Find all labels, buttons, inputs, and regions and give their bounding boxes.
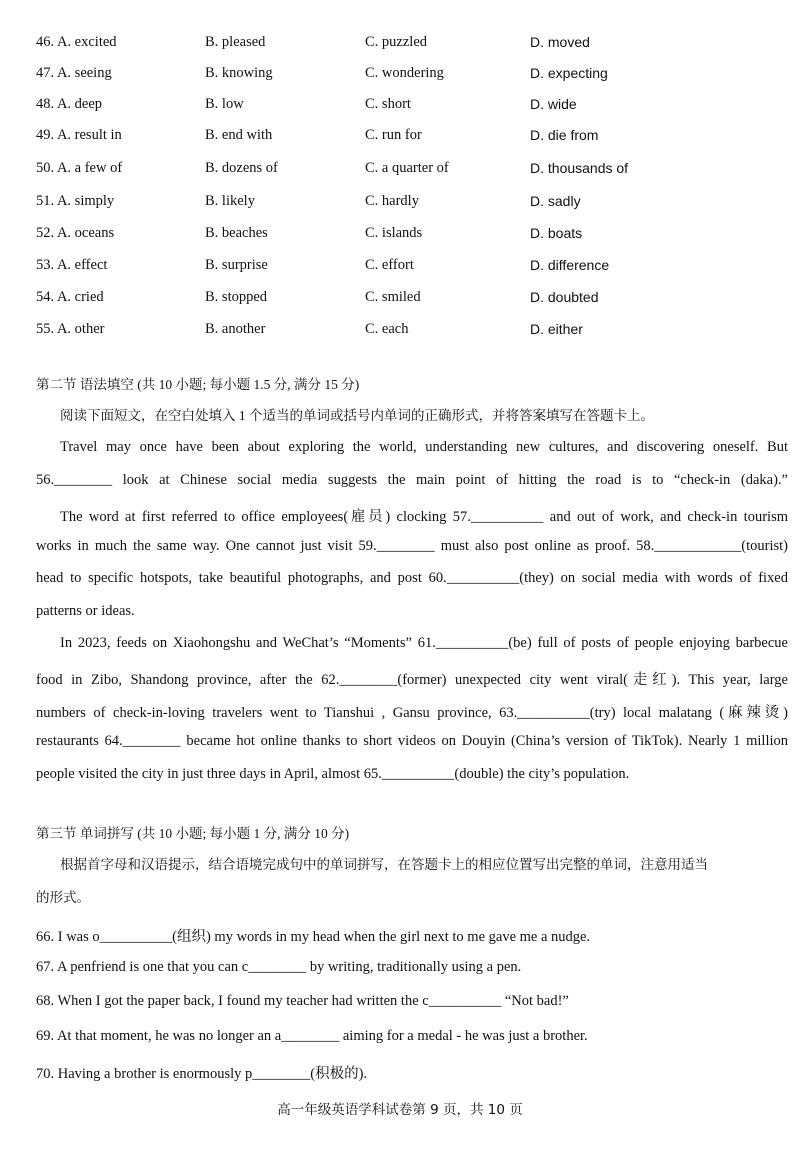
option-b: B. surprise: [205, 257, 268, 273]
section3-heading: 第三节 单词拼写 (共 10 小题; 每小题 1 分, 满分 10 分): [36, 826, 350, 841]
passage-line: 56.________ look at Chinese social media suggests the main point of hitting the road is to “check-in (daka).”: [36, 472, 788, 488]
question-68: 68. When I got the paper back, I found my teacher had written the c__________ “Not bad!”: [36, 993, 569, 1009]
option-a: 46. A. excited: [36, 34, 117, 50]
option-row: [0, 160, 800, 190]
question-70: 70. Having a brother is enormously p________(积极的).: [36, 1066, 368, 1082]
option-d: D. sadly: [530, 193, 581, 209]
option-a: 48. A. deep: [36, 96, 103, 112]
option-c: C. each: [365, 321, 409, 337]
option-a: 55. A. other: [36, 321, 105, 337]
option-a: 54. A. cried: [36, 289, 104, 305]
option-d: D. thousands of: [530, 160, 629, 176]
option-b: B. stopped: [205, 289, 268, 305]
option-d: D. boats: [530, 225, 583, 241]
option-b: B. low: [205, 96, 244, 112]
question-69: 69. At that moment, he was no longer an a________ aiming for a medal - he was just a brother.: [36, 1028, 588, 1044]
option-b: B. end with: [205, 127, 273, 143]
section2-heading: 第二节 语法填空 (共 10 小题; 每小题 1.5 分, 满分 15 分): [36, 377, 360, 392]
option-a: 51. A. simply: [36, 193, 115, 209]
option-a: 47. A. seeing: [36, 65, 112, 81]
option-a: 49. A. result in: [36, 127, 122, 143]
option-d: D. wide: [530, 96, 577, 112]
option-row: [0, 193, 800, 223]
option-d: D. moved: [530, 34, 590, 50]
option-d: D. expecting: [530, 65, 608, 81]
passage-line: food in Zibo, Shandong province, after the 62.________(former) unexpected city went viral(走红). This year, large: [36, 672, 788, 688]
question-66: 66. I was o__________(组织) my words in my head when the girl next to me gave me a nudge.: [36, 929, 591, 945]
option-a: 50. A. a few of: [36, 160, 123, 176]
option-c: C. smiled: [365, 289, 421, 305]
option-row: [0, 257, 800, 287]
option-a: 52. A. oceans: [36, 225, 115, 241]
option-d: D. doubted: [530, 289, 599, 305]
page-footer: 高一年级英语学科试卷第 9 页，共 10 页: [277, 1102, 523, 1118]
option-c: C. short: [365, 96, 411, 112]
option-row: [0, 225, 800, 255]
option-c: C. effort: [365, 257, 414, 273]
passage-line: restaurants 64.________ became hot online thanks to short videos on Douyin (China’s version of TikTok). Nearly 1 million: [36, 733, 788, 749]
option-d: D. difference: [530, 257, 610, 273]
option-b: B. beaches: [205, 225, 268, 241]
option-d: D. either: [530, 321, 583, 337]
section3-instruction: 根据首字母和汉语提示，结合语境完成句中的单词拼写，在答题卡上的相应位置写出完整的单词，注意用适当: [60, 857, 708, 872]
option-c: C. run for: [365, 127, 422, 143]
option-c: C. puzzled: [365, 34, 428, 50]
option-c: C. a quarter of: [365, 160, 449, 176]
option-row: [0, 127, 800, 157]
option-row: [0, 96, 800, 126]
passage-line: people visited the city in just three days in April, almost 65.__________(double) the city’s population.: [36, 766, 630, 782]
section3-instruction-cont: 的形式。: [36, 890, 90, 905]
option-row: [0, 321, 800, 351]
option-c: C. wondering: [365, 65, 444, 81]
option-row: [0, 289, 800, 319]
option-row: [0, 34, 800, 64]
option-c: C. islands: [365, 225, 423, 241]
passage-line: patterns or ideas.: [36, 603, 135, 619]
question-67: 67. A penfriend is one that you can c________ by writing, traditionally using a pen.: [36, 959, 522, 975]
passage-line: In 2023, feeds on Xiaohongshu and WeChat’s “Moments” 61.__________(be) full of posts of people enjoying barbecue: [60, 635, 788, 651]
option-c: C. hardly: [365, 193, 419, 209]
passage-line: Travel may once have been about exploring the world, understanding new cultures, and discovering oneself. But: [60, 439, 788, 455]
passage-line: head to specific hotspots, take beautiful photographs, and post 60.__________(they) on social media with words of fixed: [36, 570, 788, 586]
option-b: B. knowing: [205, 65, 273, 81]
option-b: B. another: [205, 321, 266, 337]
option-row: [0, 65, 800, 95]
passage-line: The word at first referred to office employees(雇员) clocking 57.__________ and out of work, and check-in tourism: [60, 509, 788, 525]
option-b: B. dozens of: [205, 160, 278, 176]
passage-line: works in much the same way. One cannot just visit 59.________ must also post online as proof. 58.____________(tourist): [36, 538, 788, 554]
section2-instruction: 阅读下面短文，在空白处填入 1 个适当的单词或括号内单词的正确形式，并将答案填写在答题卡上。: [60, 408, 654, 423]
option-d: D. die from: [530, 127, 599, 143]
option-a: 53. A. effect: [36, 257, 108, 273]
option-b: B. pleased: [205, 34, 266, 50]
option-b: B. likely: [205, 193, 255, 209]
passage-line: numbers of check-in-loving travelers went to Tianshui , Gansu province, 63.__________(try) local malatang (麻辣烫): [36, 705, 788, 721]
